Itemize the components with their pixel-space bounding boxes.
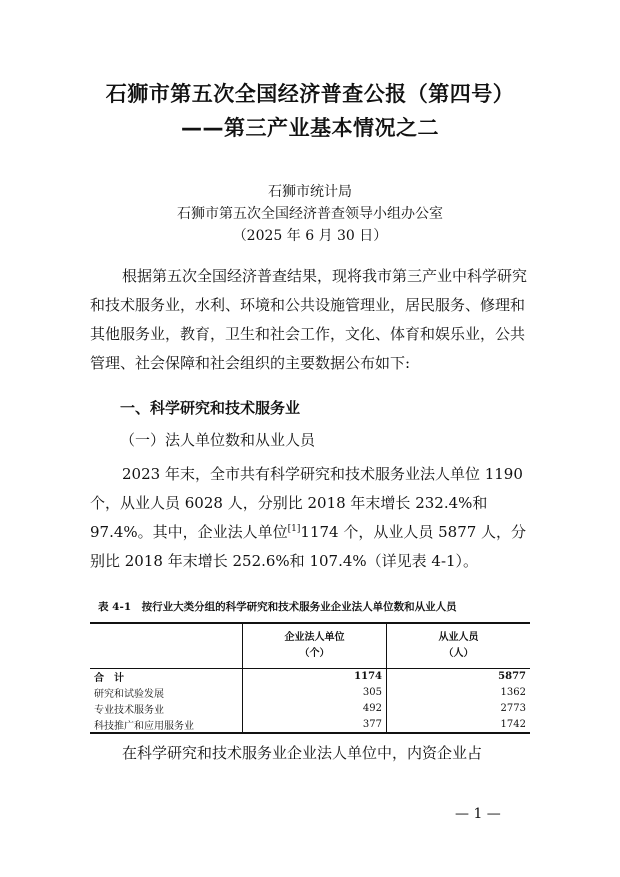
data-table (90, 622, 530, 734)
subsection-heading: （一）法人单位数和从业人员 (120, 431, 316, 449)
header-category (90, 623, 243, 669)
row-units: 305 (243, 685, 387, 701)
body-paragraph-2 (90, 739, 530, 768)
header-units (243, 623, 387, 669)
table-header-row (90, 623, 530, 669)
row-units: 492 (243, 701, 387, 717)
header-units-unit: （个） (299, 648, 330, 659)
title-line-2: ——第三产业基本情况之二 (181, 116, 439, 140)
body-text-a: 2023 年末，全市共有科学研究和技术服务业法人单位 1190 个，从业人员 6028 人，分别比 2018 年末增长 232.4%和 97.4%。其中，企业法人单位 (90, 465, 523, 541)
body-paragraph-2-text: 在科学研究和技术服务业企业法人单位中，内资企业占 (122, 744, 483, 762)
page-number: — 1 — (455, 806, 501, 822)
table-row (90, 685, 530, 701)
issuer-bureau: 石狮市统计局 (268, 184, 352, 200)
row-name: 科技推广和应用服务业 (94, 720, 194, 732)
intro-text: 根据第五次全国经济普查结果，现将我市第三产业中科学研究和技术服务业，水利、环境和公共设施管理业，居民服务、修理和其他服务业，教育，卫生和社会工作，文化、体育和娱乐业，公共管理、社会保障和社会组织的主要数据公布如下: (90, 267, 528, 372)
header-units-label: 企业法人单位 (284, 632, 345, 643)
intro-paragraph (90, 262, 530, 378)
section-heading: 一、科学研究和技术服务业 (120, 399, 301, 417)
body-paragraph-1-text (90, 460, 530, 576)
row-employees: 1362 (387, 685, 530, 701)
row-name: 合计 (94, 673, 134, 685)
table-caption: 表 4-1 按行业大类分组的科学研究和技术服务业企业法人单位数和从业人员 (98, 601, 457, 613)
header-employees-unit: （人） (443, 648, 474, 659)
title-line-1: 石狮市第五次全国经济普查公报（第四号） (105, 82, 515, 106)
issue-date: （2025 年 6 月 30 日） (232, 228, 388, 244)
table-row (90, 717, 530, 733)
issuer-office: 石狮市第五次全国经济普查领导小组办公室 (177, 206, 443, 222)
header-employees (387, 623, 530, 669)
row-units: 377 (243, 717, 387, 733)
header-employees-label: 从业人员 (438, 632, 479, 643)
table-row-total (90, 669, 530, 685)
row-employees: 2773 (387, 701, 530, 717)
row-employees: 5877 (387, 669, 530, 685)
body-paragraph-1 (90, 460, 530, 576)
row-units: 1174 (243, 669, 387, 685)
body-text-b: 1174 个，从业人员 5877 人，分别比 2018 年末增长 252.6%和 107.4%（详见表 4-1）。 (90, 523, 527, 570)
row-name: 研究和试验发展 (94, 689, 164, 700)
footnote-ref[interactable]: [1] (287, 524, 301, 534)
row-employees: 1742 (387, 717, 530, 733)
table-row (90, 701, 530, 717)
row-name: 专业技术服务业 (94, 705, 164, 716)
